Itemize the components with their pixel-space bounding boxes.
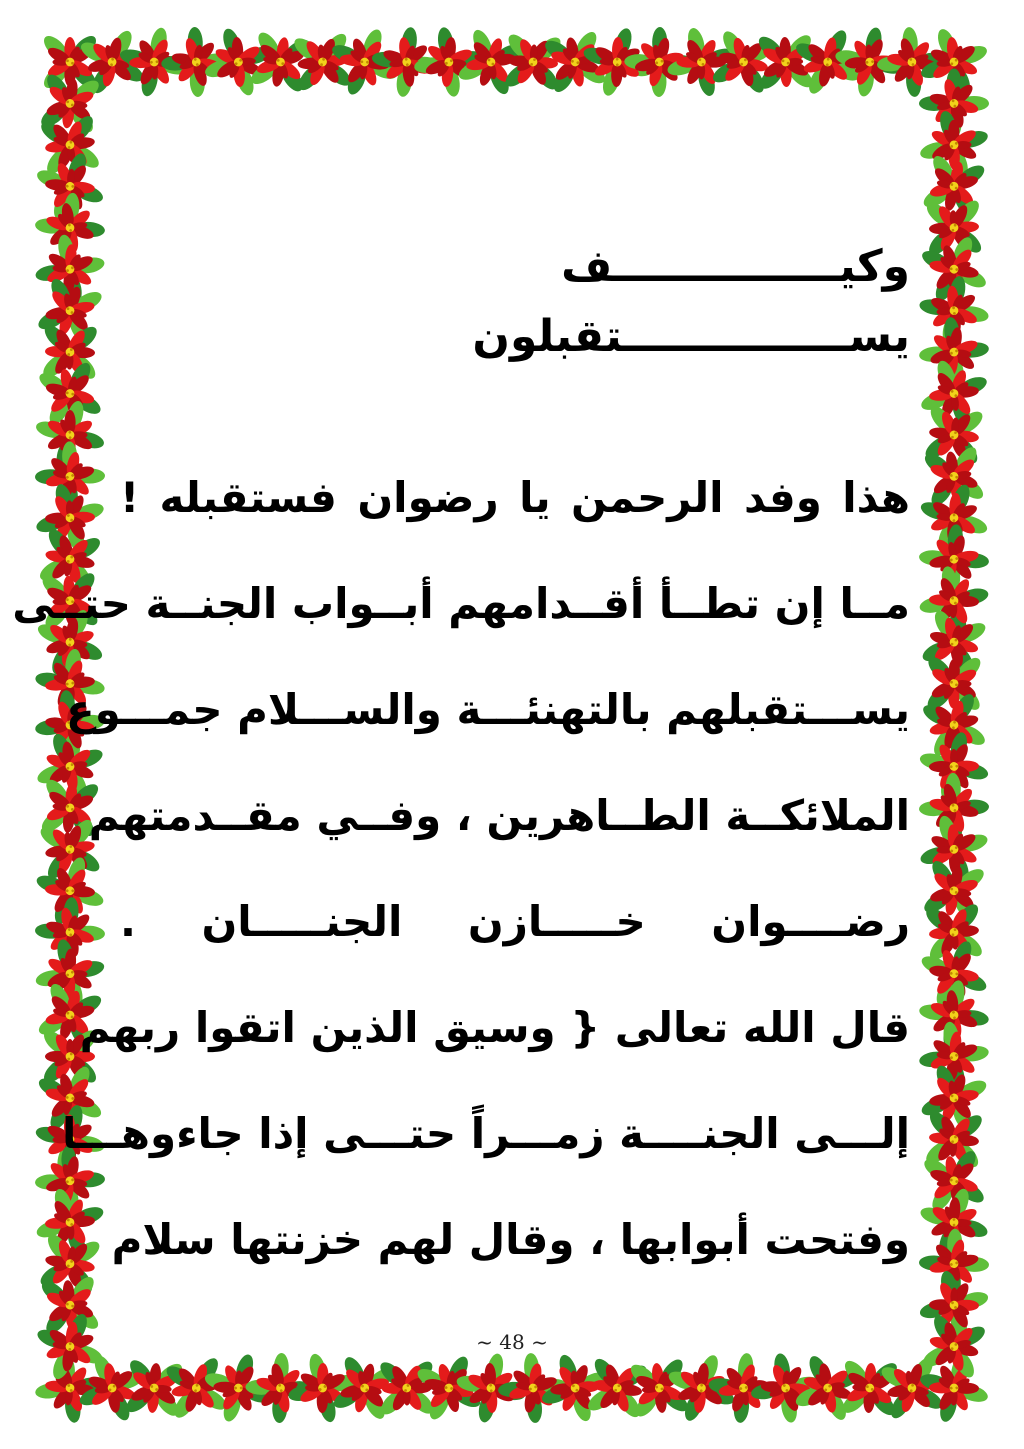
paragraph-line: وفتحت أبوابها ، وقال لهم خزنتها سلام bbox=[111, 1215, 910, 1264]
poinsettia-flower-icon bbox=[376, 1357, 437, 1418]
poinsettia-flower-icon bbox=[755, 31, 817, 93]
poinsettia-flower-icon bbox=[923, 653, 984, 714]
body-paragraph bbox=[12, 445, 910, 1293]
paragraph-line: هذا وفد الرحمن يا رضوان فستقبله ! bbox=[120, 473, 910, 522]
paragraph-line: الملائكــة الطــاهرين ، وفــي مقــدمتهم bbox=[88, 791, 910, 840]
paragraph-line: إلـــى الجنــــة زمـــراً حتـــى إذا جاءوهـــا bbox=[62, 1109, 910, 1158]
page-title: وكيـــــــــــــــف يســـــــــــــــتقبلون bbox=[472, 241, 910, 362]
page-number: ~ 48 ~ bbox=[476, 1330, 548, 1354]
paragraph-line: مــا إن تطــأ أقــدامهم أبــواب الجنــة حتــى bbox=[12, 579, 910, 628]
paragraph-line: يســـتقبلهم بالتهنئـــة والســـلام جمـــوع bbox=[65, 685, 910, 734]
paragraph-line: قال الله تعالى { وسيق الذين اتقوا ربهم bbox=[79, 1003, 910, 1052]
paragraph-line: رضــــوان خـــــازن الجنـــــان . bbox=[120, 897, 910, 946]
